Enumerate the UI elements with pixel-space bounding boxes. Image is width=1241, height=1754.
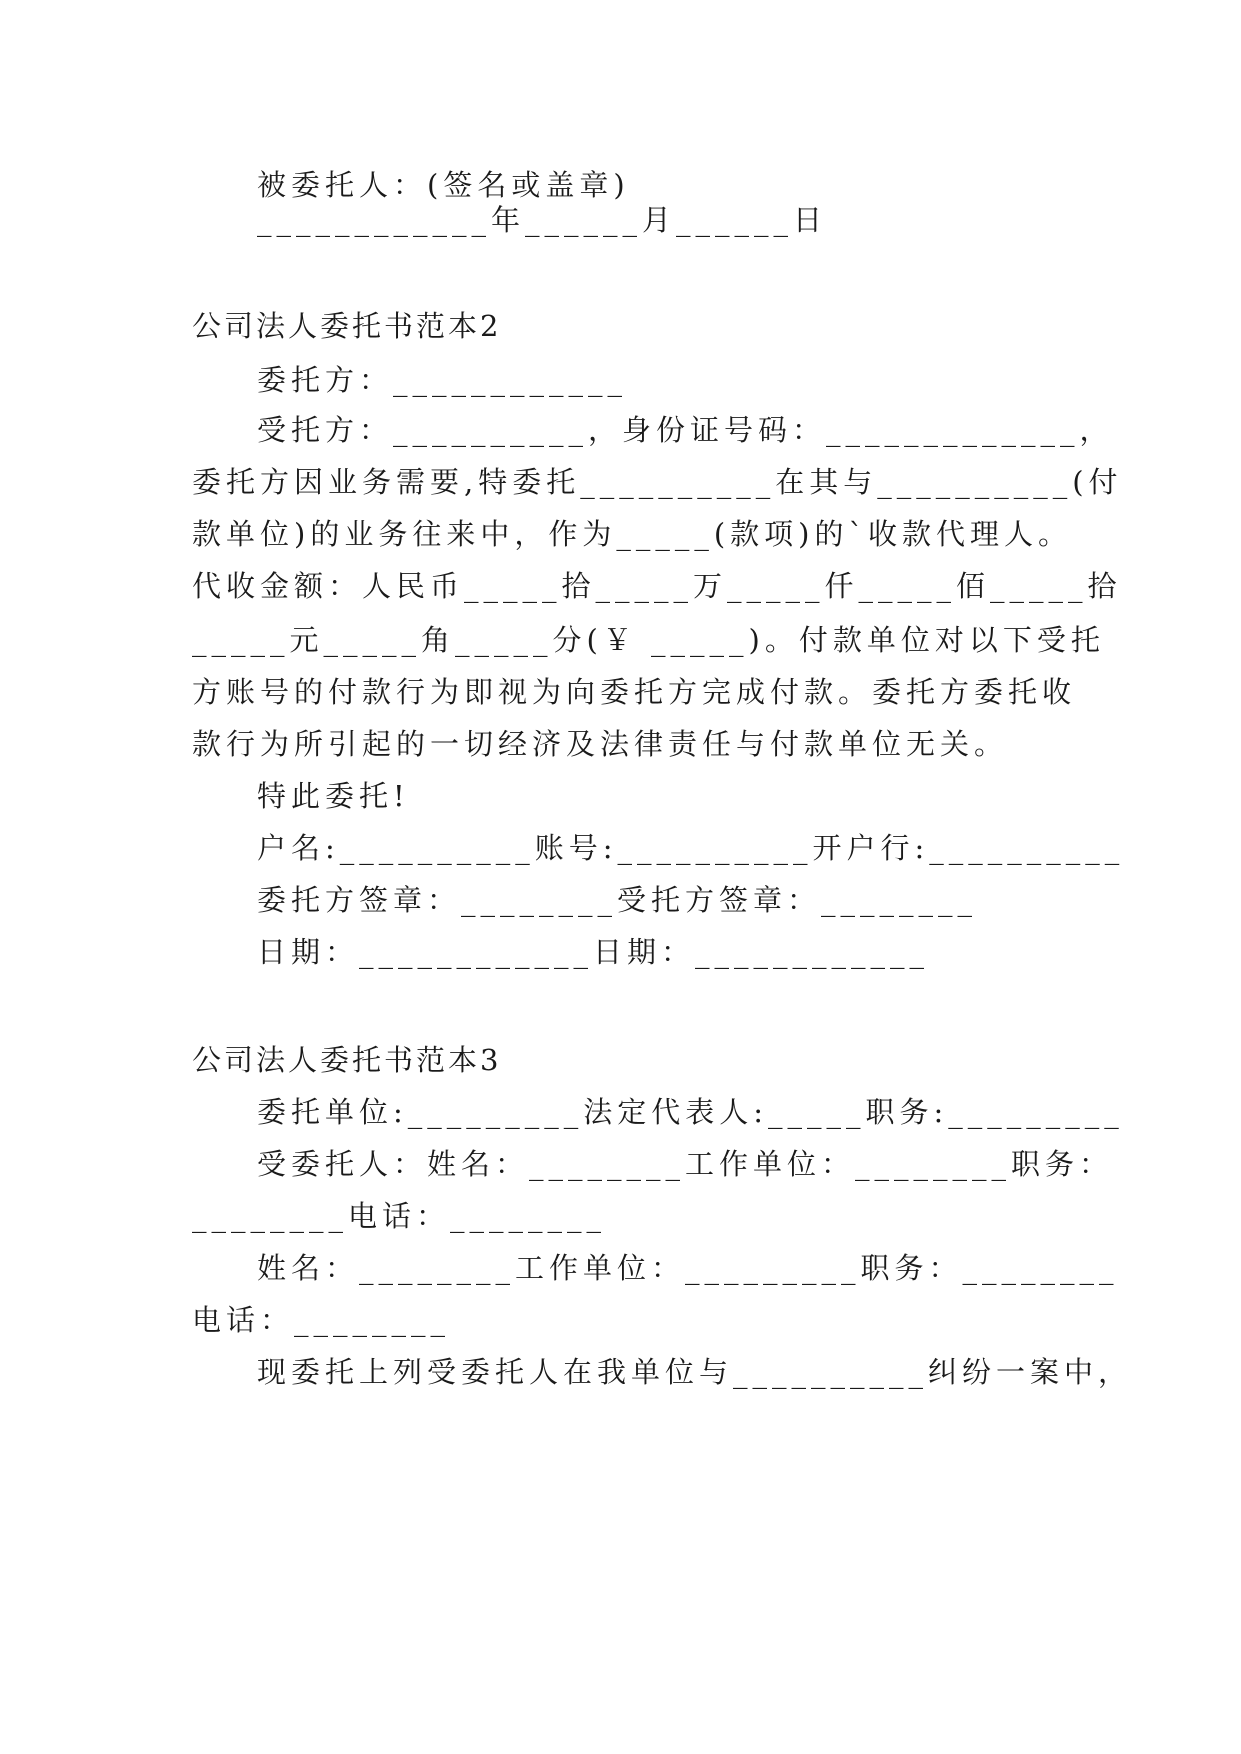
text-line: 款单位)的业务往来中，作为_____(款项)的`收款代理人。: [192, 517, 1072, 551]
text-line: _____元_____角_____分(￥ _____)。付款单位对以下受托: [192, 623, 1105, 657]
text-line: 受托方：__________，身份证号码：_____________，: [257, 413, 1114, 447]
text-line: 户名:__________账号:__________开户行:__________: [257, 831, 1125, 865]
text-line: 日期：____________日期：____________: [257, 935, 930, 969]
text-line: 委托方签章：________受托方签章：________: [257, 883, 978, 917]
text-line: 姓名：________工作单位：_________职务：________: [257, 1251, 1119, 1285]
text-line: 委托方：____________: [257, 363, 628, 397]
section-heading-3: 公司法人委托书范本3: [192, 1043, 502, 1077]
text-line: ________电话：________: [192, 1199, 607, 1233]
text-line: 现委托上列受委托人在我单位与__________纠纷一案中，: [257, 1355, 1133, 1389]
text-line: 委托单位:_________法定代表人:_____职务:_________: [257, 1095, 1124, 1129]
date-line: ____________年______月______日: [257, 203, 828, 237]
text-line: 款行为所引起的一切经济及法律责任与付款单位无关。: [192, 727, 1009, 761]
text-line: 方账号的付款行为即视为向委托方完成付款。委托方委托收: [192, 675, 1077, 709]
text-line: 受委托人：姓名：________工作单位：________职务：: [257, 1147, 1114, 1181]
text-line: 委托方因业务需要,特委托__________在其与__________(付: [192, 465, 1123, 499]
section-heading-2: 公司法人委托书范本2: [192, 309, 502, 343]
signature-line-principal: 被委托人：(签名或盖章): [257, 168, 630, 202]
text-line: 代收金额：人民币_____拾_____万_____仟_____佰_____拾: [192, 569, 1122, 603]
text-line: 电话：________: [192, 1303, 451, 1337]
text-line: 特此委托!: [257, 779, 410, 813]
